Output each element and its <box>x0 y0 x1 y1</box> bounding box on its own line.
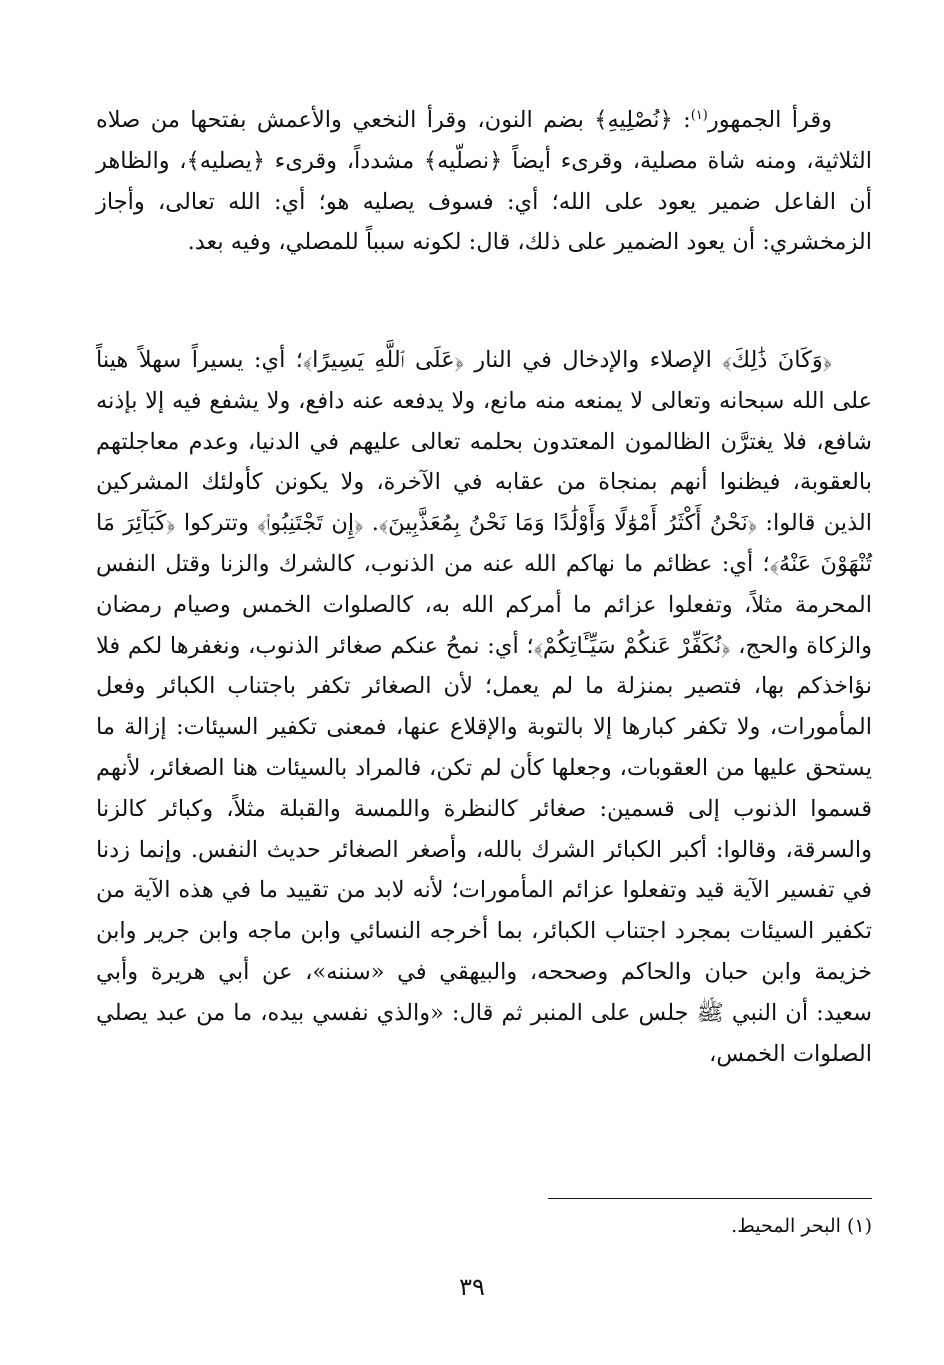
footnote <box>731 1212 872 1240</box>
paragraph-1-body: : ﴿نُصْلِيهِ﴾ بضم النون، وقرأ النخعي والأعمش بفتحها من صلاه الثلاثية، ومنه شاة مصلية، وقرىء أيضاً ﴿نصلّيه﴾ مشدداً، وقرىء ﴿يصليه﴾، والظاهر أن الفاعل ضمير يعود على الله؛ أي: فسوف يصليه هو؛ أي: الله تعالى، وأجاز الزمخشري: أن يعود الضمير على ذلك، قال: لكونه سبباً للمصلي، وفيه بعد. <box>96 107 872 256</box>
paragraph-2 <box>96 340 872 1074</box>
page-number: ٣٩ <box>459 1273 485 1301</box>
paragraph-2-body: ﴿وَكَانَ ذَٰلِكَ﴾ الإصلاء والإدخال في النار ﴿عَلَى ٱللَّهِ يَسِيرًا﴾؛ أي: يسيراً سهلاً هيناً على الله سبحانه وتعالى لا يمنعه منه مانع، ولا يدفعه عنه دافع، ولا يشفع فيه إلا بإذنه شافع، فلا يغترَّن الظالمون المعتدون بحلمه تعالى عليهم في الدنيا، وعدم معاجلتهم بالعقوبة، فيظنوا أنهم بمنجاة من عقابه في الآخرة، ولا يكونن كأولئك المشركين الذين قالوا: ﴿نَحْنُ أَكْثَرُ أَمْوَٰلًا وَأَوْلَٰدًا وَمَا نَحْنُ بِمُعَذَّبِينَ﴾. ﴿إِن تَجْتَنِبُوا۟﴾ وتتركوا ﴿كَبَآئِرَ مَا تُنْهَوْنَ عَنْهُ﴾؛ أي: عظائم ما نهاكم الله عنه من الذنوب، كالشرك والزنا وقتل النفس المحرمة مثلاً، وتفعلوا عزائم ما أمركم الله به، كالصلوات الخمس وصيام رمضان والزكاة والحج، ﴿نُكَفِّرْ عَنكُمْ سَيِّـَٔاتِكُمْ﴾؛ أي: نمحُ عنكم صغائر الذنوب، ونغفرها لكم فلا نؤاخذكم بها، فتصير بمنزلة ما لم يعمل؛ لأن الصغائر تكفر باجتناب الكبائر وفعل المأمورات، ولا تكفر كبارها إلا بالتوبة والإقلاع عنها، فمعنى تكفير السيئات: إزالة ما يستحق عليها من العقوبات، وجعلها كأن لم تكن، فالمراد بالسيئات هنا الصغائر، لأنهم قسموا الذنوب إلى قسمين: صغائر كالنظرة واللمسة والقبلة مثلاً، وكبائر كالزنا والسرقة، وقالوا: أكبر الكبائر الشرك بالله، وأصغر الصغائر حديث النفس. وإنما زدنا في تفسير الآية قيد وتفعلوا عزائم المأمورات؛ لأنه لابد من تقييد ما في هذه الآية من تكفير السيئات بمجرد اجتناب الكبائر، بما أخرجه النسائي وابن ماجه وابن جرير وابن خزيمة وابن حبان والحاكم وصححه، والبيهقي في «سننه»، عن أبي هريرة وأبي سعيد: أن النبي ﷺ جلس على المنبر ثم قال: «والذي نفسي بيده، ما من عبد يصلي الصلوات الخمس، <box>96 347 872 1067</box>
footnote-reference: (١) <box>690 108 708 123</box>
paragraph-1 <box>96 100 872 263</box>
footnote-divider <box>548 1198 872 1199</box>
footnote-number: (١) <box>846 1215 872 1237</box>
footnote-text: البحر المحيط. <box>731 1215 841 1237</box>
paragraph-1-opening: وقرأ الجمهور <box>707 107 833 133</box>
